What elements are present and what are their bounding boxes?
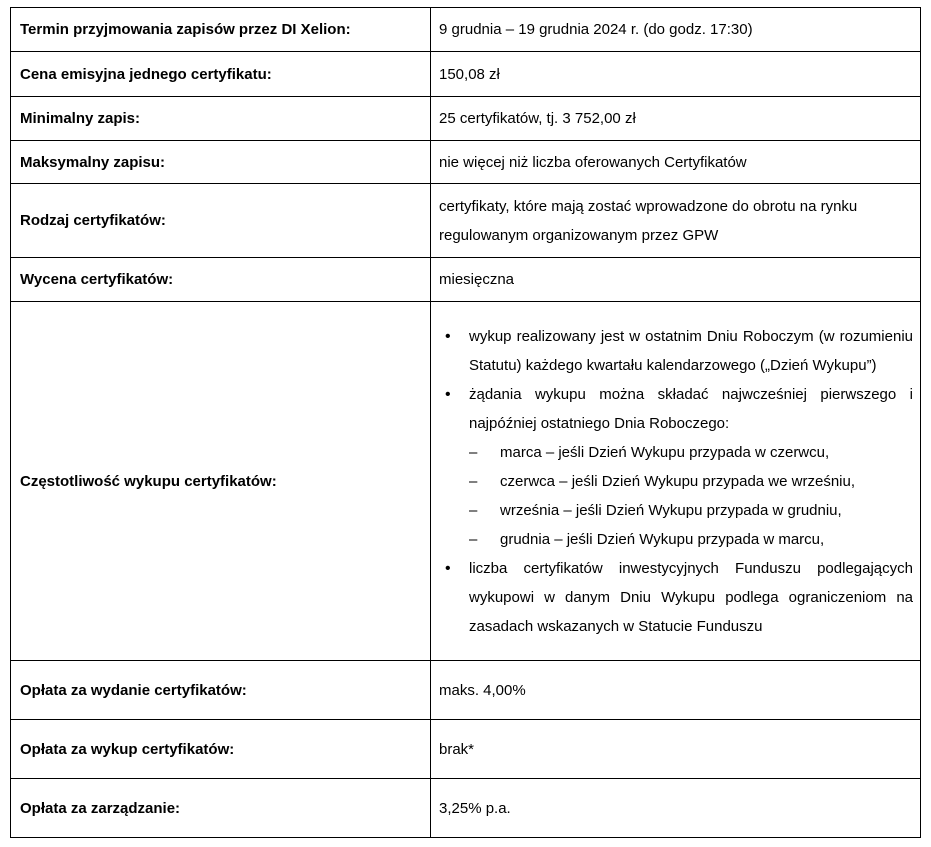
row-label: Termin przyjmowania zapisów przez DI Xelion: <box>11 8 431 52</box>
bullet-text: liczba certyfikatów inwestycyjnych Funduszu podlegających wykupowi w danym Dniu Wykupu podlega ograniczeniom na zasadach wskazanych w Statucie Funduszu <box>469 559 913 635</box>
row-value: brak* <box>431 720 921 779</box>
list-item <box>439 438 913 467</box>
bullet-text: żądania wykupu można składać najwcześniej pierwszego i najpóźniej ostatniego Dnia Roboczego: <box>469 385 913 432</box>
row-label: Opłata za zarządzanie: <box>11 779 431 838</box>
row-label: Opłata za wydanie certyfikatów: <box>11 661 431 720</box>
row-value: nie więcej niż liczba oferowanych Certyfikatów <box>431 141 921 184</box>
dash-text: grudnia – jeśli Dzień Wykupu przypada w marcu, <box>500 530 825 548</box>
table-row-valuation <box>11 258 921 302</box>
certificate-terms-table <box>10 7 921 838</box>
bullet-text: wykup realizowany jest w ostatnim Dniu Roboczym (w rozumieniu Statutu) każdego kwartału kalendarzowego („Dzień Wykupu”) <box>469 327 913 374</box>
row-label: Częstotliwość wykupu certyfikatów: <box>11 302 431 661</box>
table-row-issue-fee <box>11 661 921 720</box>
row-label: Maksymalny zapisu: <box>11 141 431 184</box>
list-item <box>439 322 913 380</box>
row-value: maks. 4,00% <box>431 661 921 720</box>
table-row-certificate-type <box>11 184 921 258</box>
bullet-icon: • <box>445 327 451 345</box>
row-value: 25 certyfikatów, tj. 3 752,00 zł <box>431 97 921 141</box>
row-value: 9 grudnia – 19 grudnia 2024 r. (do godz. 17:30) <box>431 8 921 52</box>
list-item <box>439 380 913 438</box>
dash-text: września – jeśli Dzień Wykupu przypada w grudniu, <box>500 501 842 519</box>
list-item <box>439 467 913 496</box>
list-item <box>439 525 913 554</box>
table-row-redemption-fee <box>11 720 921 779</box>
table-row-subscription-period <box>11 8 921 52</box>
list-item <box>439 496 913 525</box>
dash-icon: – <box>469 530 478 548</box>
bullet-icon: • <box>445 385 451 403</box>
table-row-maximum-subscription <box>11 141 921 184</box>
row-label: Rodzaj certyfikatów: <box>11 184 431 258</box>
dash-icon: – <box>469 443 478 461</box>
table-row-minimum-subscription <box>11 97 921 141</box>
table-row-management-fee <box>11 779 921 838</box>
redemption-bullet-list <box>439 322 913 438</box>
row-label: Opłata za wykup certyfikatów: <box>11 720 431 779</box>
row-value: 150,08 zł <box>431 52 921 97</box>
bullet-icon: • <box>445 559 451 577</box>
dash-icon: – <box>469 501 478 519</box>
row-value: certyfikaty, które mają zostać wprowadzone do obrotu na rynku regulowanym organizowanym przez GPW <box>439 197 858 244</box>
table-row-issue-price <box>11 52 921 97</box>
row-label: Wycena certyfikatów: <box>11 258 431 302</box>
list-item <box>439 554 913 641</box>
dash-icon: – <box>469 472 478 490</box>
redemption-bullet-list-continued <box>439 554 913 641</box>
row-value: 3,25% p.a. <box>431 779 921 838</box>
row-label: Cena emisyjna jednego certyfikatu: <box>11 52 431 97</box>
dash-text: marca – jeśli Dzień Wykupu przypada w czerwcu, <box>500 443 830 461</box>
table-row-redemption-frequency <box>11 302 921 661</box>
redemption-month-list <box>439 438 913 554</box>
row-label: Minimalny zapis: <box>11 97 431 141</box>
dash-text: czerwca – jeśli Dzień Wykupu przypada we wrześniu, <box>500 472 856 490</box>
row-value: miesięczna <box>431 258 921 302</box>
